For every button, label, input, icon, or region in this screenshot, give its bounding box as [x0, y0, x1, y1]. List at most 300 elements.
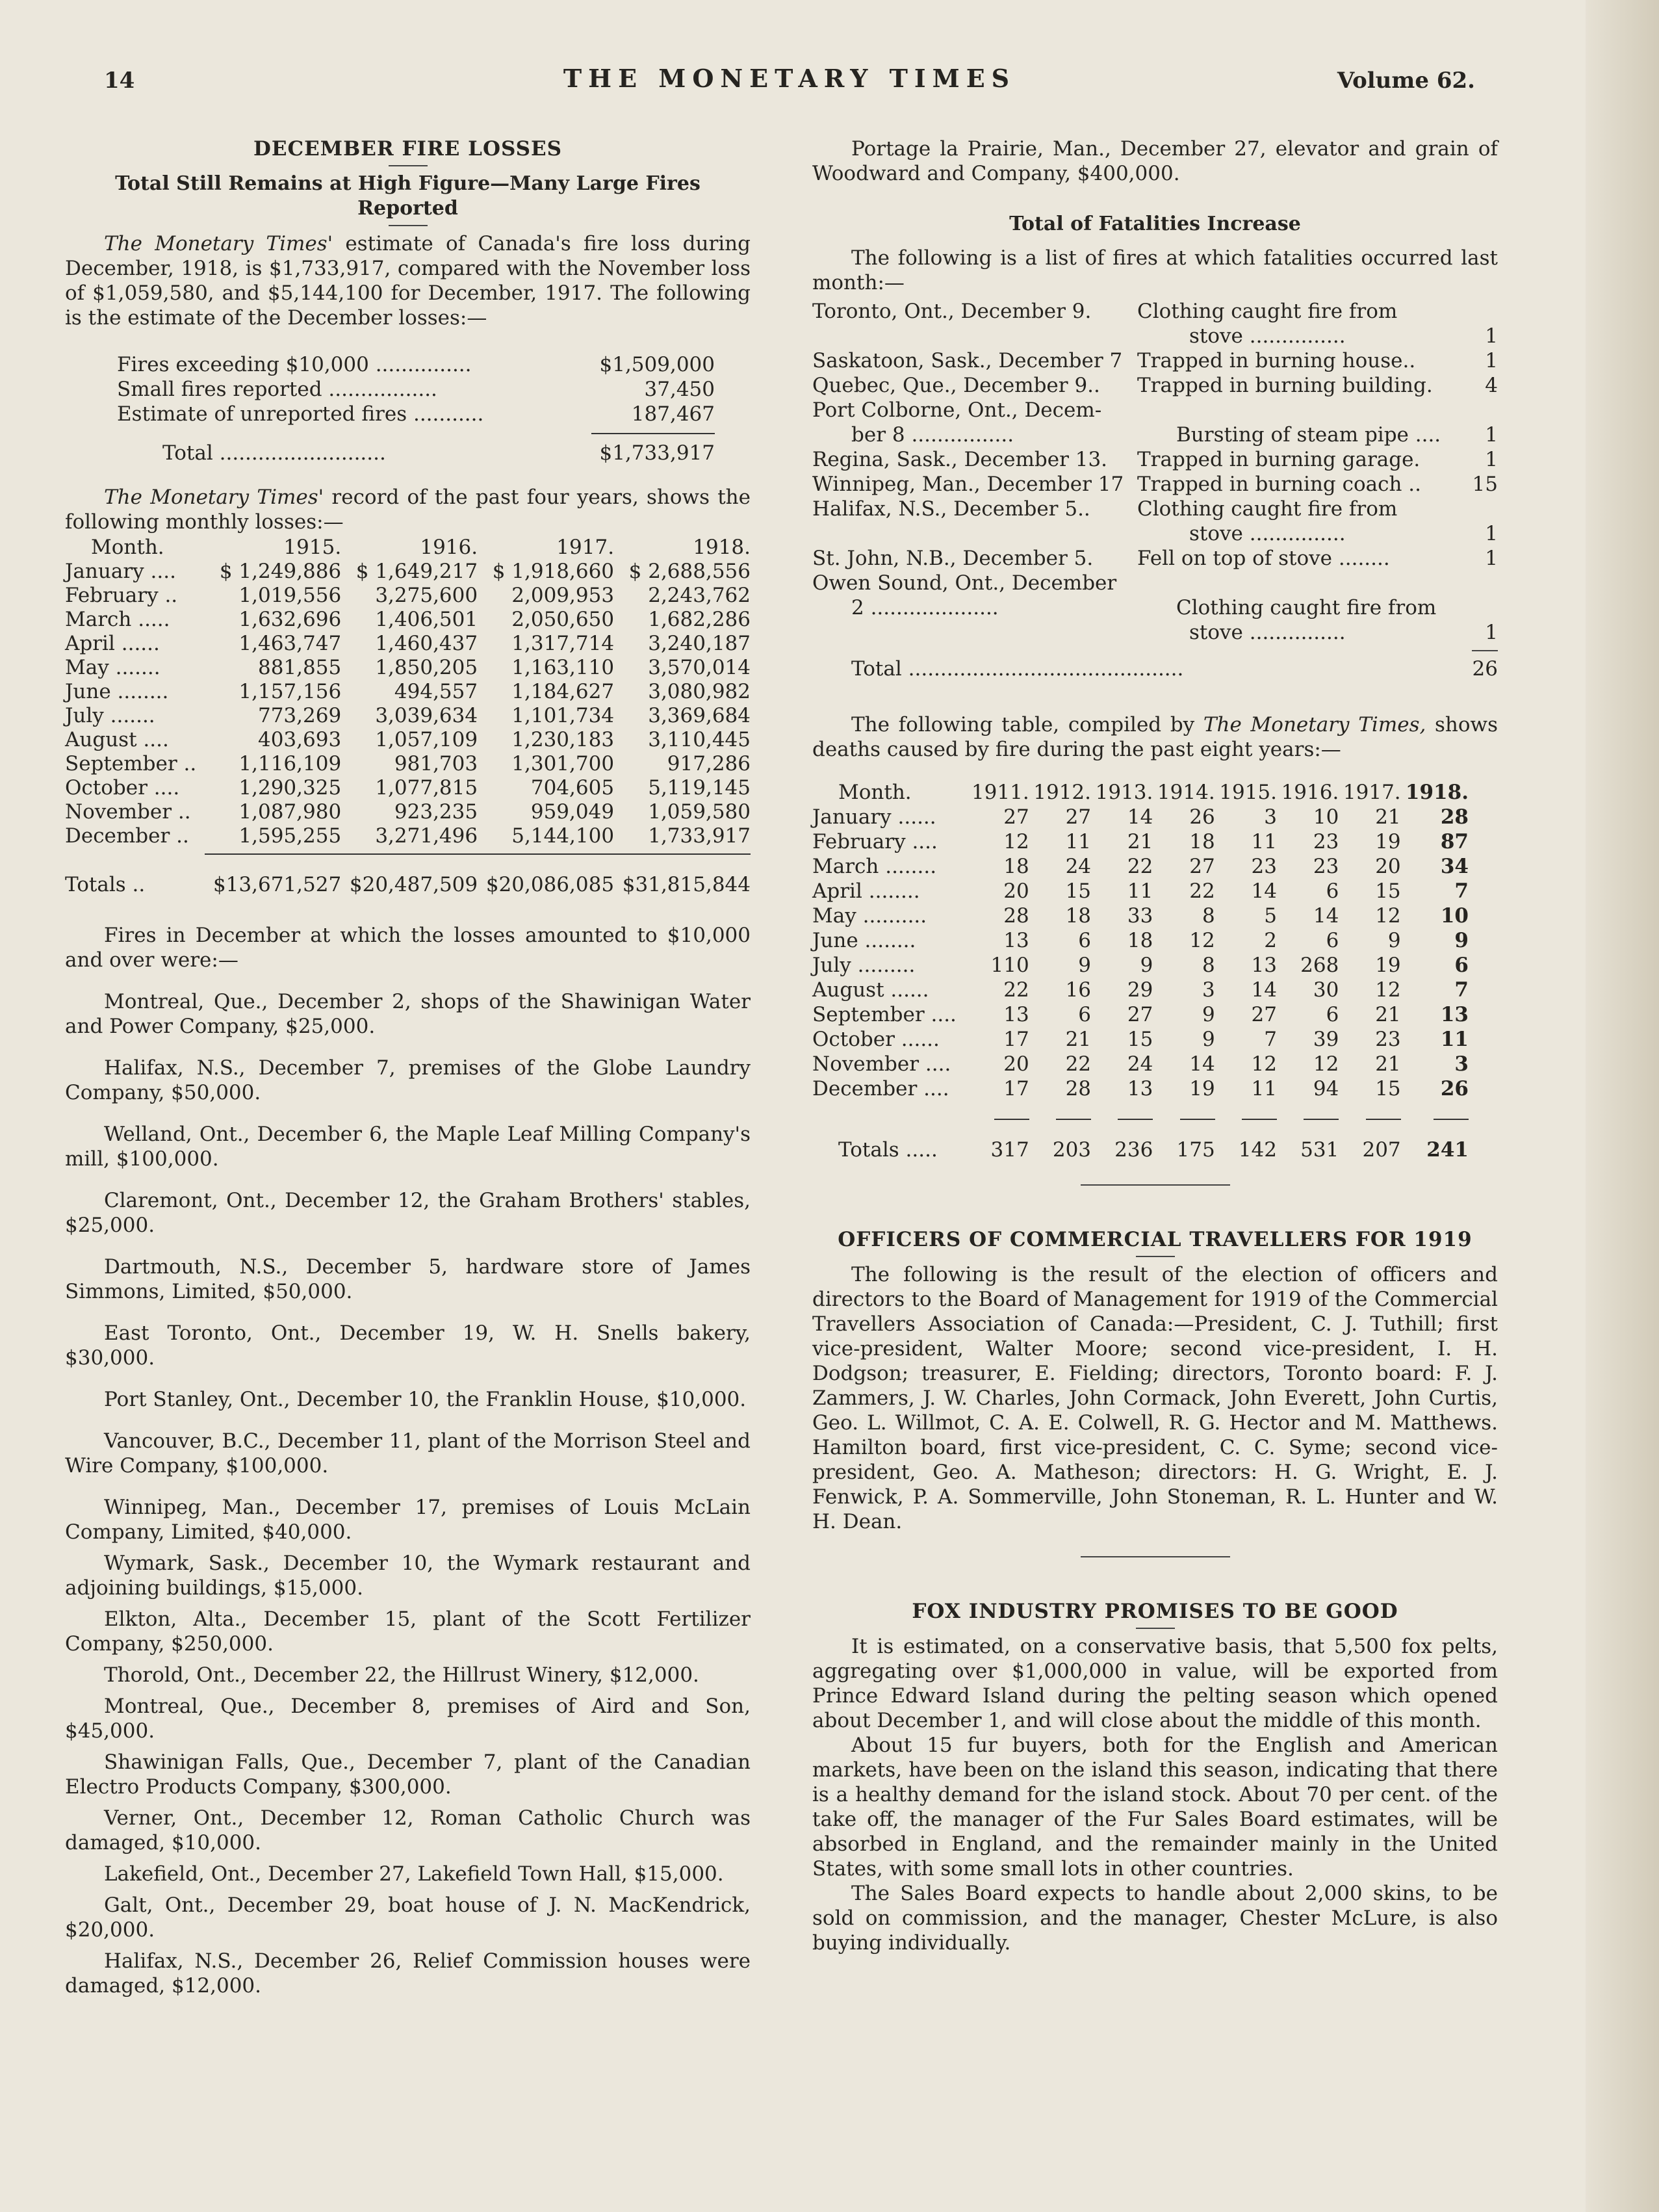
- total-cell: Totals ..: [65, 872, 146, 896]
- deaths-cell: 14: [1313, 904, 1339, 928]
- table-row: [812, 978, 1469, 1002]
- deaths-cell: 19: [1375, 830, 1401, 853]
- fatality-cause: Clothing caught fire from: [1137, 497, 1398, 521]
- deaths-cell: 27: [1065, 805, 1092, 829]
- column-header: 1912.: [1033, 781, 1092, 804]
- fatality-count: 1: [1485, 423, 1498, 447]
- month-cell: April ......: [65, 632, 160, 655]
- rule-cell: [1029, 1101, 1091, 1126]
- deaths-cell: 13: [1003, 929, 1029, 952]
- loss-cell: 5,119,145: [648, 776, 751, 800]
- deaths-cell: 7: [1454, 978, 1469, 1002]
- loss-cell: 981,703: [394, 752, 478, 775]
- fatalities-intro: The following is a list of fires at which fatalities occurred last month:—: [812, 246, 1498, 294]
- portage-paragraph: Portage la Prairie, Man., December 27, elevator and grain of Woodward and Company, $400,000.: [812, 137, 1498, 185]
- fatality-continuation: [812, 620, 1498, 645]
- deaths-cell: 3: [1202, 978, 1215, 1002]
- month-cell: May .......: [65, 656, 161, 679]
- loss-cell: $ 1,918,660: [492, 560, 615, 583]
- deaths-cell: 11: [1127, 879, 1153, 903]
- month-cell: July .......: [65, 704, 155, 727]
- fatality-count: 1: [1485, 621, 1498, 644]
- month-cell: January ......: [812, 805, 936, 829]
- deaths-cell: 15: [1065, 879, 1092, 903]
- intro-paragraph: The Monetary Times' estimate of Canada's fire loss during December, 1918, is $1,733,917, compared with the November loss of $1,059,580, and $5,144,100 for December, 1917. The following is the estimate of the December losses:—: [65, 232, 751, 330]
- deaths-cell: 12: [1375, 978, 1401, 1002]
- deaths-cell: 87: [1440, 830, 1469, 853]
- rule-cell: [614, 848, 751, 854]
- fatality-row: [812, 299, 1498, 324]
- loss-cell: 3,570,014: [648, 656, 751, 679]
- officers-heading: OFFICERS OF COMMERCIAL TRAVELLERS FOR 1919: [838, 1228, 1473, 1251]
- deaths-cell: 28: [1003, 904, 1029, 928]
- fatality-count: 1: [1485, 349, 1498, 372]
- deaths-cell: 23: [1251, 855, 1277, 878]
- deaths-cell: 3: [1454, 1052, 1469, 1076]
- page-header: [104, 64, 1475, 103]
- total-cell: $31,815,844: [622, 873, 751, 896]
- table-row: [65, 680, 751, 704]
- heading-rule: [389, 165, 428, 166]
- deaths-intro: The following table, compiled by The Monetary Times, shows deaths caused by fire during the past eight years:—: [812, 713, 1498, 761]
- column-header: Month.: [91, 536, 164, 559]
- table-row: [812, 928, 1469, 953]
- fatality-cause-cont: stove ...............: [1189, 522, 1346, 545]
- deaths-cell: 28: [1065, 1077, 1092, 1100]
- deaths-cell: 6: [1326, 879, 1339, 903]
- table-row: [812, 805, 1469, 829]
- month-cell: March ........: [812, 855, 937, 878]
- totals-row: [812, 1126, 1469, 1162]
- month-cell: February ..: [65, 584, 178, 607]
- right-column: [812, 137, 1498, 1955]
- fatalities-heading: Total of Fatalities Increase: [1009, 213, 1301, 235]
- month-cell: April ........: [812, 879, 920, 903]
- fatality-cause: Clothing caught fire from: [1176, 596, 1437, 619]
- deaths-cell: 9: [1140, 954, 1153, 977]
- deaths-cell: 11: [1251, 830, 1277, 853]
- loss-cell: 3,369,684: [648, 704, 751, 727]
- total-cell: 175: [1176, 1138, 1215, 1162]
- estimate-rule: [591, 433, 715, 434]
- table-row: [65, 728, 751, 752]
- loss-cell: 1,163,110: [511, 656, 615, 679]
- table-row: [65, 632, 751, 656]
- loss-cell: 1,682,286: [648, 608, 751, 631]
- deaths-cell: 19: [1189, 1077, 1215, 1100]
- total-cell: $20,487,509: [349, 873, 478, 896]
- deaths-cell: 28: [1440, 805, 1469, 829]
- loss-cell: 917,286: [667, 752, 751, 775]
- fire-item: Elkton, Alta., December 15, plant of the Scott Fertilizer Company, $250,000.: [65, 1607, 751, 1656]
- loss-cell: 1,406,501: [375, 608, 478, 631]
- fatality-row: [812, 472, 1498, 497]
- total-cell: 207: [1362, 1138, 1401, 1162]
- deaths-cell: 22: [1127, 855, 1153, 878]
- table-row: [812, 1052, 1469, 1076]
- fatalities-list: [812, 299, 1498, 645]
- loss-cell: 1,301,700: [511, 752, 615, 775]
- loss-cell: 2,050,650: [511, 608, 615, 631]
- deaths-cell: 9: [1387, 929, 1401, 952]
- estimate-row: Fires exceeding $10,000 ............... $1,509,000: [117, 353, 715, 376]
- fatality-place: St. John, N.B., December 5.: [812, 547, 1094, 570]
- column-header: 1914.: [1157, 781, 1215, 804]
- column-header: 1918.: [1405, 781, 1469, 804]
- column-header: 1918.: [693, 536, 751, 559]
- loss-cell: 1,463,747: [238, 632, 342, 655]
- column-header: Month.: [838, 781, 912, 804]
- fatalities-total-row: Total ........................................... 26: [851, 657, 1498, 681]
- deaths-cell: 20: [1375, 855, 1401, 878]
- deaths-cell: 16: [1065, 978, 1092, 1002]
- deaths-cell: 14: [1127, 805, 1153, 829]
- rule-cell: [967, 1101, 1029, 1126]
- fatality-row: [812, 423, 1498, 447]
- deaths-cell: 3: [1264, 805, 1277, 829]
- subheading-rule: [389, 225, 428, 226]
- loss-cell: $ 1,649,217: [355, 560, 478, 583]
- fatality-cause: Fell on top of stove ........: [1137, 547, 1390, 570]
- estimate-row: Estimate of unreported fires ........... 187,467: [117, 402, 715, 426]
- fire-item: Winnipeg, Man., December 17, premises of Louis McLain Company, Limited, $40,000.: [65, 1496, 751, 1544]
- volume-label: Volume 62.: [1337, 68, 1475, 94]
- section-separator: [1081, 1184, 1230, 1186]
- fatality-row: [812, 571, 1498, 595]
- estimate-summary: [117, 352, 715, 465]
- loss-cell: 3,271,496: [375, 824, 478, 848]
- deaths-cell: 24: [1065, 855, 1092, 878]
- loss-cell: 1,595,255: [238, 824, 342, 848]
- loss-cell: 1,101,734: [511, 704, 615, 727]
- deaths-cell: 30: [1313, 978, 1339, 1002]
- fatality-place: 2 ....................: [851, 596, 999, 619]
- deaths-cell: 27: [1189, 855, 1215, 878]
- deaths-cell: 33: [1127, 904, 1153, 928]
- publication-title: THE MONETARY TIMES: [563, 64, 1016, 93]
- deaths-cell: 22: [1065, 1052, 1092, 1076]
- fatality-place: Owen Sound, Ont., December: [812, 571, 1117, 595]
- column-header: 1916.: [420, 536, 478, 559]
- monthly-losses-table: [65, 536, 751, 897]
- loss-cell: 494,557: [394, 680, 478, 703]
- table-row: [65, 584, 751, 608]
- loss-cell: 1,230,183: [511, 728, 615, 751]
- month-cell: July .........: [812, 954, 916, 977]
- article-subheading: Total Still Remains at High Figure—Many Large Fires Reported: [115, 172, 701, 220]
- deaths-cell: 11: [1065, 830, 1092, 853]
- fatality-place: Port Colborne, Ont., Decem-: [812, 398, 1102, 422]
- fatality-place: Toronto, Ont., December 9.: [812, 300, 1092, 323]
- loss-cell: 923,235: [394, 800, 478, 824]
- fatality-place: Regina, Sask., December 13.: [812, 448, 1108, 471]
- deaths-cell: 13: [1251, 954, 1277, 977]
- column-header: 1915.: [283, 536, 342, 559]
- total-cell: $20,086,085: [485, 873, 615, 896]
- fatality-count: 15: [1472, 473, 1498, 496]
- fatality-count: 1: [1485, 448, 1498, 471]
- deaths-cell: 26: [1440, 1077, 1469, 1100]
- left-column: [65, 137, 751, 1998]
- fatality-count: 4: [1485, 374, 1498, 397]
- loss-cell: 403,693: [257, 728, 342, 751]
- deaths-cell: 24: [1127, 1052, 1153, 1076]
- officers-paragraph: The following is the result of the election of officers and directors to the Board of Management for 1919 of the Commercial Travellers Association of Canada:—President, C. J. Tuthill; first vice-president, Walter Moore; second vice-president, I. H. Dodgson; treasurer, E. Fielding; directors, Toronto board: F. J. Zammers, J. W. Charles, John Cormack, John Everett, John Curtis, Geo. L. Willmot, C. A. E. Colwell, R. G. Hector and M. Matthews. Hamilton board, first vice-president, C. C. Syme; second vice-president, Geo. A. Matheson; directors: H. G. Wright, E. J. Fenwick, P. A. Sommerville, John Stoneman, R. L. Hunter and W. H. Dean.: [812, 1263, 1498, 1533]
- column-header: 1916.: [1281, 781, 1339, 804]
- totals-rule-row: [65, 848, 751, 854]
- deaths-cell: 9: [1202, 1003, 1215, 1026]
- deaths-cell: 5: [1264, 904, 1277, 928]
- deaths-cell: 13: [1440, 1003, 1469, 1026]
- fatality-row: [812, 398, 1498, 423]
- loss-cell: 2,009,953: [511, 584, 615, 607]
- fire-item: Halifax, N.S., December 7, premises of the Globe Laundry Company, $50,000.: [65, 1056, 751, 1104]
- loss-cell: 881,855: [257, 656, 342, 679]
- loss-cell: 1,057,109: [375, 728, 478, 751]
- deaths-cell: 26: [1189, 805, 1215, 829]
- fire-item: Claremont, Ont., December 12, the Graham Brothers' stables, $25,000.: [65, 1189, 751, 1237]
- fatality-cause: Trapped in burning garage.: [1137, 448, 1421, 471]
- deaths-cell: 27: [1003, 805, 1029, 829]
- estimate-row: Small fires reported ................. 37,450: [117, 378, 715, 401]
- loss-cell: 1,632,696: [238, 608, 342, 631]
- deaths-cell: 8: [1202, 904, 1215, 928]
- fatality-count: 1: [1485, 547, 1498, 570]
- deaths-cell: 268: [1300, 954, 1339, 977]
- table-row: [65, 752, 751, 776]
- total-cell: 142: [1238, 1138, 1277, 1162]
- loss-cell: 1,290,325: [238, 776, 342, 800]
- table-row: [65, 704, 751, 728]
- page-number: 14: [104, 68, 135, 94]
- deaths-cell: 9: [1454, 929, 1469, 952]
- officers-rule: [1136, 1256, 1175, 1257]
- total-cell: 317: [990, 1138, 1029, 1162]
- fire-item: East Toronto, Ont., December 19, W. H. Snells bakery, $30,000.: [65, 1321, 751, 1370]
- deaths-cell: 21: [1375, 1052, 1401, 1076]
- table-row: [812, 854, 1469, 879]
- fire-item: Welland, Ont., December 6, the Maple Leaf Milling Company's mill, $100,000.: [65, 1123, 751, 1171]
- deaths-cell: 15: [1375, 879, 1401, 903]
- loss-cell: $ 1,249,886: [219, 560, 342, 583]
- rule-cell: [1215, 1101, 1277, 1126]
- table-row: [812, 879, 1469, 904]
- table-row: [812, 829, 1469, 854]
- fire-item: Shawinigan Falls, Que., December 7, plant of the Canadian Electro Products Company, $300,000.: [65, 1750, 751, 1799]
- loss-cell: 3,080,982: [648, 680, 751, 703]
- loss-cell: 704,605: [530, 776, 615, 800]
- deaths-cell: 20: [1003, 879, 1029, 903]
- fatality-row: [812, 497, 1498, 521]
- fatality-place: ber 8 ................: [851, 423, 1014, 447]
- deaths-cell: 18: [1127, 929, 1153, 952]
- deaths-cell: 9: [1202, 1028, 1215, 1051]
- total-cell: 236: [1114, 1138, 1153, 1162]
- deaths-cell: 12: [1375, 904, 1401, 928]
- deaths-cell: 6: [1078, 929, 1092, 952]
- rule-cell: [812, 1101, 967, 1126]
- record-paragraph: The Monetary Times' record of the past four years, shows the following monthly losses:—: [65, 486, 751, 534]
- month-cell: December ....: [812, 1077, 949, 1100]
- table-row: [812, 1002, 1469, 1027]
- rule-cell: [1153, 1101, 1215, 1126]
- month-cell: October ......: [812, 1028, 940, 1051]
- totals-row: [65, 854, 751, 897]
- deaths-cell: 11: [1251, 1077, 1277, 1100]
- fatality-row: [812, 348, 1498, 373]
- loss-cell: 3,275,600: [375, 584, 478, 607]
- fire-item: Verner, Ont., December 12, Roman Catholic Church was damaged, $10,000.: [65, 1806, 751, 1854]
- fire-item: Galt, Ont., December 29, boat house of J. N. MacKendrick, $20,000.: [65, 1893, 751, 1942]
- loss-cell: 2,243,762: [648, 584, 751, 607]
- fox-paragraph: About 15 fur buyers, both for the English and American markets, have been on the island this season, indicating that there is a healthy demand for the island stock. About 70 per cent. of the take off, the manager of the Fur Sales Board estimates, will be absorbed in England, and the remainder mainly in the United States, with some small lots in other countries.: [812, 1734, 1498, 1880]
- deaths-cell: 9: [1078, 954, 1092, 977]
- fire-item: Thorold, Ont., December 22, the Hillrust Winery, $12,000.: [104, 1663, 699, 1687]
- deaths-cell: 21: [1065, 1028, 1092, 1051]
- column-header: 1913.: [1095, 781, 1153, 804]
- loss-cell: 1,850,205: [375, 656, 478, 679]
- fatality-place: Winnipeg, Man., December 17: [812, 473, 1124, 496]
- loss-cell: 1,157,156: [238, 680, 342, 703]
- rule-cell: [65, 848, 205, 854]
- fatality-cause: [1137, 571, 1498, 595]
- loss-cell: 1,077,815: [375, 776, 478, 800]
- table-row: [65, 824, 751, 848]
- fires-list: [65, 989, 751, 1998]
- deaths-cell: 14: [1251, 879, 1277, 903]
- deaths-cell: 27: [1127, 1003, 1153, 1026]
- deaths-cell: 39: [1313, 1028, 1339, 1051]
- month-cell: June ........: [65, 680, 169, 703]
- rule-cell: [478, 848, 614, 854]
- fire-deaths-table: [812, 780, 1469, 1162]
- rule-cell: [1277, 1101, 1339, 1126]
- deaths-cell: 94: [1313, 1077, 1339, 1100]
- deaths-cell: 13: [1127, 1077, 1153, 1100]
- fatalities-rule: [1472, 650, 1498, 651]
- fire-item: Wymark, Sask., December 10, the Wymark restaurant and adjoining buildings, $15,000.: [65, 1552, 751, 1600]
- fatality-row: [812, 447, 1498, 472]
- total-cell: 241: [1426, 1138, 1469, 1162]
- deaths-cell: 10: [1440, 904, 1469, 928]
- deaths-cell: 13: [1003, 1003, 1029, 1026]
- table-row: [65, 656, 751, 680]
- deaths-cell: 12: [1313, 1052, 1339, 1076]
- rule-cell: [341, 848, 478, 854]
- deaths-cell: 23: [1375, 1028, 1401, 1051]
- deaths-cell: 18: [1065, 904, 1092, 928]
- column-header: 1915.: [1219, 781, 1277, 804]
- fox-paragraph: The Sales Board expects to handle about 2,000 skins, to be sold on commission, and the manager, Chester McLure, is also buying individually.: [812, 1882, 1498, 1955]
- loss-cell: $ 2,688,556: [628, 560, 751, 583]
- loss-cell: 1,733,917: [648, 824, 751, 848]
- loss-cell: 1,317,714: [511, 632, 615, 655]
- loss-cell: 959,049: [530, 800, 615, 824]
- total-cell: Totals .....: [838, 1138, 938, 1162]
- fox-paragraph: It is estimated, on a conservative basis, that 5,500 fox pelts, aggregating over $1,000,000 in value, will be exported from Prince Edward Island during the pelting season which opened about December 1, and will close about the middle of this month.: [812, 1635, 1498, 1732]
- month-cell: September ....: [812, 1003, 957, 1026]
- deaths-cell: 34: [1440, 855, 1469, 878]
- rule-cell: [1091, 1101, 1153, 1126]
- loss-cell: 1,019,556: [238, 584, 342, 607]
- table-row: [65, 776, 751, 800]
- fire-item: Lakefield, Ont., December 27, Lakefield Town Hall, $15,000.: [104, 1862, 724, 1886]
- loss-cell: 1,460,437: [375, 632, 478, 655]
- fatality-place: Saskatoon, Sask., December 7: [812, 349, 1123, 372]
- fatality-continuation: [812, 521, 1498, 546]
- fox-heading: FOX INDUSTRY PROMISES TO BE GOOD: [912, 1600, 1398, 1623]
- fatality-cause: Trapped in burning house..: [1137, 349, 1416, 372]
- deaths-cell: 23: [1313, 855, 1339, 878]
- month-cell: October ....: [65, 776, 180, 800]
- loss-cell: 3,039,634: [375, 704, 478, 727]
- deaths-cell: 110: [990, 954, 1029, 977]
- month-cell: January ....: [65, 560, 176, 583]
- fatality-cause: Trapped in burning coach ..: [1137, 473, 1422, 496]
- losses-header-row: [65, 536, 751, 560]
- loss-cell: 1,059,580: [648, 800, 751, 824]
- fatality-place: Quebec, Que., December 9..: [812, 374, 1100, 397]
- fatality-place: Halifax, N.S., December 5..: [812, 497, 1090, 521]
- estimate-total-row: Total .......................... $1,733,917: [162, 441, 715, 465]
- deaths-cell: 10: [1313, 805, 1339, 829]
- month-cell: November ....: [812, 1052, 951, 1076]
- fire-item: Port Stanley, Ont., December 10, the Franklin House, $10,000.: [104, 1388, 747, 1411]
- deaths-cell: 23: [1313, 830, 1339, 853]
- section-separator: [1081, 1556, 1230, 1557]
- fatality-row: [812, 595, 1498, 620]
- loss-cell: 1,116,109: [238, 752, 342, 775]
- fire-item: Vancouver, B.C., December 11, plant of the Morrison Steel and Wire Company, $100,000.: [65, 1429, 751, 1477]
- loss-cell: 5,144,100: [511, 824, 615, 848]
- loss-cell: 3,240,187: [648, 632, 751, 655]
- deaths-header-row: [812, 780, 1469, 805]
- loss-cell: 1,087,980: [238, 800, 342, 824]
- rule-cell: [1339, 1101, 1400, 1126]
- month-cell: June ........: [812, 929, 916, 952]
- page-edge-shadow: [1586, 0, 1659, 2212]
- deaths-cell: 12: [1003, 830, 1029, 853]
- deaths-cell: 12: [1251, 1052, 1277, 1076]
- fatality-cause: Bursting of steam pipe ....: [1176, 423, 1441, 447]
- deaths-cell: 22: [1189, 879, 1215, 903]
- fire-item: Montreal, Que., December 2, shops of the Shawinigan Water and Power Company, $25,000.: [65, 990, 751, 1038]
- deaths-cell: 21: [1127, 830, 1153, 853]
- table-row: [65, 560, 751, 584]
- deaths-cell: 14: [1189, 1052, 1215, 1076]
- month-cell: December ..: [65, 824, 189, 848]
- deaths-cell: 7: [1454, 879, 1469, 903]
- deaths-cell: 18: [1003, 855, 1029, 878]
- deaths-cell: 29: [1127, 978, 1153, 1002]
- deaths-cell: 2: [1264, 929, 1277, 952]
- deaths-cell: 7: [1264, 1028, 1277, 1051]
- column-header: 1917.: [1343, 781, 1401, 804]
- deaths-cell: 22: [1003, 978, 1029, 1002]
- deaths-cell: 18: [1189, 830, 1215, 853]
- fatality-cause-cont: stove ...............: [1189, 324, 1346, 348]
- column-header: 1917.: [556, 536, 615, 559]
- month-cell: March .....: [65, 608, 170, 631]
- fatality-row: [812, 546, 1498, 571]
- deaths-cell: 19: [1375, 954, 1401, 977]
- fire-item: Halifax, N.S., December 26, Relief Commission houses were damaged, $12,000.: [65, 1949, 751, 1997]
- deaths-cell: 15: [1375, 1077, 1401, 1100]
- column-header: 1911.: [971, 781, 1029, 804]
- deaths-cell: 6: [1078, 1003, 1092, 1026]
- table-row: [812, 1027, 1469, 1052]
- fatality-cause: [1137, 398, 1498, 423]
